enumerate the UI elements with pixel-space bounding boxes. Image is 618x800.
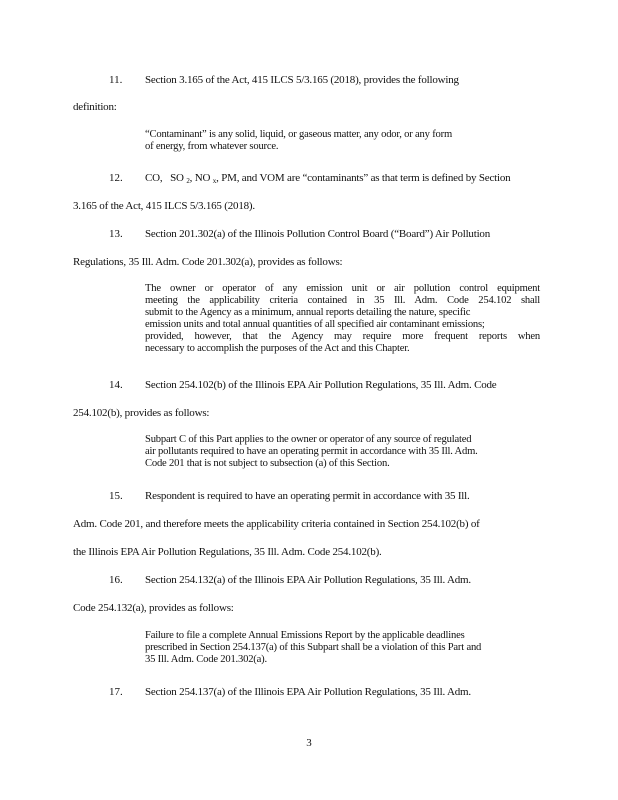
paragraph-text: Respondent is required to have an operating permit in accordance with 35 Ill. bbox=[145, 490, 470, 502]
quote-line: emission units and total annual quantities of all specified air contaminant emissions; bbox=[145, 319, 485, 330]
quote-line: of energy, from whatever source. bbox=[145, 141, 279, 152]
paragraph-text: the Illinois EPA Air Pollution Regulations, 35 Ill. Adm. Code 254.102(b). bbox=[73, 546, 382, 558]
paragraph-text: 3.165 of the Act, 415 ILCS 5/3.165 (2018). bbox=[73, 200, 255, 212]
quote-line: The owner or operator of any emission unit or air pollution control equipment bbox=[145, 283, 540, 294]
paragraph-number: 15. bbox=[109, 490, 123, 502]
quote-line: 35 Ill. Adm. Code 201.302(a). bbox=[145, 654, 267, 665]
quote-line: provided, however, that the Agency may require more frequent reports when bbox=[145, 331, 540, 342]
quote-line: necessary to accomplish the purposes of the Act and this Chapter. bbox=[145, 343, 410, 354]
paragraph-text: Code 254.132(a), provides as follows: bbox=[73, 602, 234, 614]
paragraph-text: CO, SO $_2$, NO $_x$, PM, and VOM are “contaminants” as that term is defined by Section bbox=[145, 172, 511, 185]
paragraph-text: Section 254.137(a) of the Illinois EPA Air Pollution Regulations, 35 Ill. Adm. bbox=[145, 686, 471, 698]
quote-line: submit to the Agency as a minimum, annual reports detailing the nature, specific bbox=[145, 307, 471, 318]
paragraph-text: Section 3.165 of the Act, 415 ILCS 5/3.165 (2018), provides the following bbox=[145, 74, 459, 86]
paragraph-text: Section 254.132(a) of the Illinois EPA Air Pollution Regulations, 35 Ill. Adm. bbox=[145, 574, 471, 586]
paragraph-number: 14. bbox=[109, 379, 123, 391]
block-quote bbox=[145, 434, 478, 470]
page-number: 3 bbox=[306, 737, 312, 749]
paragraph-text: 254.102(b), provides as follows: bbox=[73, 407, 210, 419]
quote-line: Failure to file a complete Annual Emissions Report by the applicable deadlines bbox=[145, 630, 465, 641]
paragraph-number: 13. bbox=[109, 228, 123, 240]
paragraph-text: Regulations, 35 Ill. Adm. Code 201.302(a), provides as follows: bbox=[73, 256, 343, 268]
quote-line: prescribed in Section 254.137(a) of this Subpart shall be a violation of this Part and bbox=[145, 642, 482, 653]
paragraph-number: 12. bbox=[109, 172, 123, 184]
paragraph-number: 11. bbox=[109, 74, 123, 86]
block-quote bbox=[145, 283, 540, 355]
block-quote bbox=[145, 630, 481, 666]
paragraph-number: 17. bbox=[109, 686, 123, 698]
quote-line: air pollutants required to have an operating permit in accordance with 35 Ill. Adm. bbox=[145, 446, 478, 457]
quote-line: “Contaminant” is any solid, liquid, or gaseous matter, any odor, or any form bbox=[145, 129, 452, 140]
quote-line: meeting the applicability criteria contained in 35 Ill. Adm. Code 254.102 shall bbox=[145, 295, 540, 306]
paragraph-text: Adm. Code 201, and therefore meets the applicability criteria contained in Section 254.102(b) of bbox=[73, 518, 480, 530]
block-quote bbox=[145, 129, 452, 153]
paragraph-text: definition: bbox=[73, 101, 117, 113]
paragraph-text: Section 201.302(a) of the Illinois Pollution Control Board (“Board”) Air Pollution bbox=[145, 228, 491, 240]
quote-line: Code 201 that is not subject to subsection (a) of this Section. bbox=[145, 458, 390, 469]
paragraph-text: Section 254.102(b) of the Illinois EPA Air Pollution Regulations, 35 Ill. Adm. Code bbox=[145, 379, 497, 391]
quote-line: Subpart C of this Part applies to the owner or operator of any source of regulated bbox=[145, 434, 472, 445]
paragraph-number: 16. bbox=[109, 574, 123, 586]
